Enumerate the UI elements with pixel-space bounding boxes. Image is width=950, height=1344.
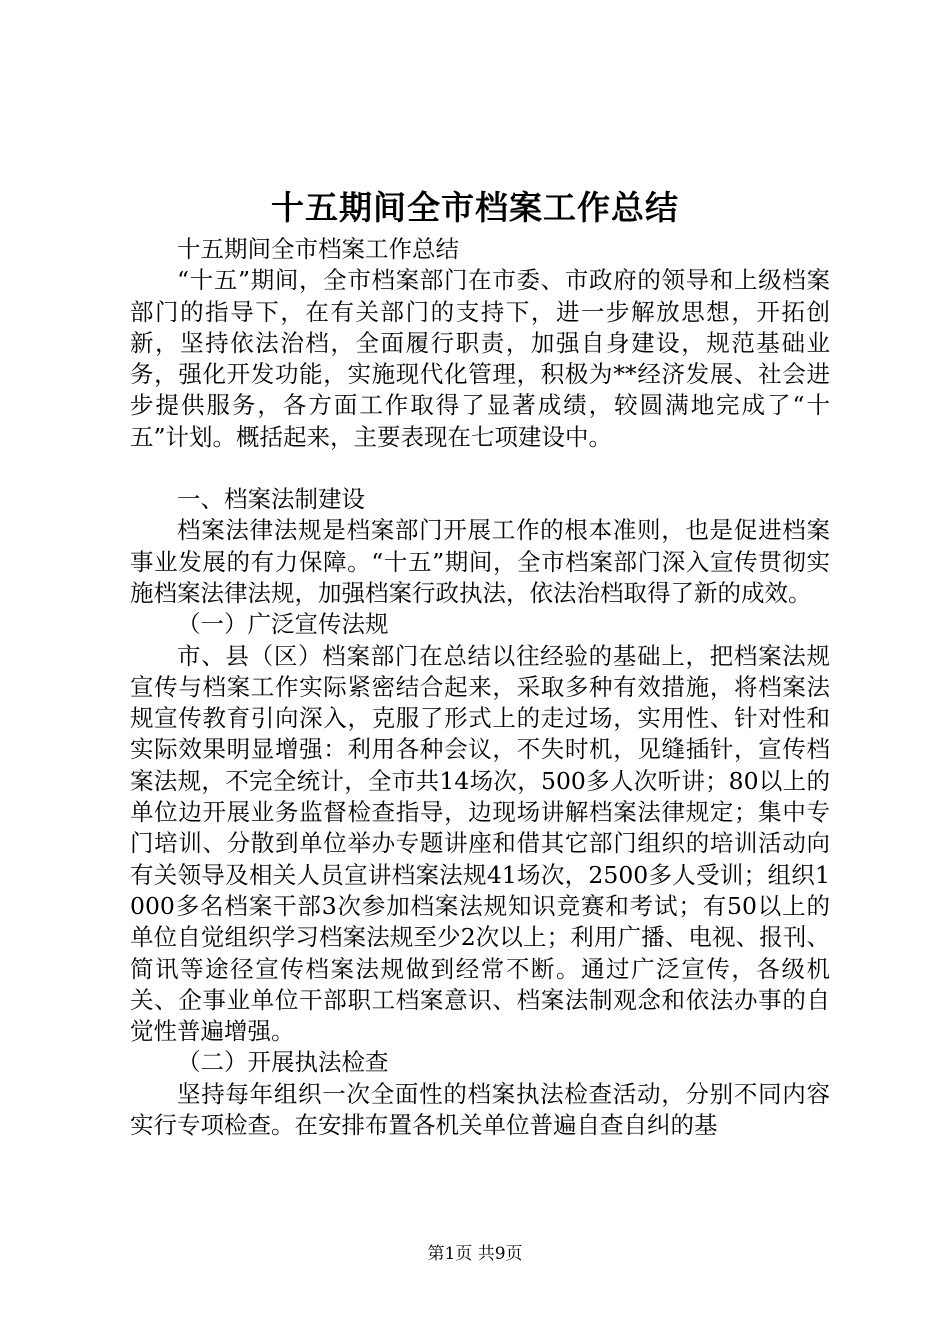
section-intro-paragraph: 档案法律法规是档案部门开展工作的根本准则，也是促进档案事业发展的有力保障。“十五”期间，全市档案部门深入宣传贯彻实施档案法律法规，加强档案行政执法，依法治档取得了新的成效。 bbox=[130, 516, 830, 607]
document-body bbox=[130, 234, 830, 1141]
subsection-paragraph: 市、县（区）档案部门在总结以往经验的基础上，把档案法规宣传与档案工作实际紧密结合起来，采取多种有效措施，将档案法规宣传教育引向深入，克服了形式上的走过场，实用性、针对性和实际效果明显增强：利用各种会议，不失时机，见缝插针，宣传档案法规，不完全统计，全市共14场次，500多人次听讲；80以上的单位边开展业务监督检查指导，边现场讲解档案法律规定；集中专门培训、分散到单位举办专题讲座和借其它部门组织的培训活动向有关领导及相关人员宣讲档案法规41场次，2500多人受训；组织1000多名档案干部3次参加档案法规知识竞赛和考试；有50以上的单位自觉组织学习档案法规至少2次以上；利用广播、电视、报刊、简讯等途径宣传档案法规做到经常不断。通过广泛宣传，各级机关、企事业单位干部职工档案意识、档案法制观念和依法办事的自觉性普遍增强。 bbox=[130, 641, 830, 1046]
document-title: 十五期间全市档案工作总结 bbox=[271, 188, 679, 227]
subsection-heading: （二）开展执法检查 bbox=[177, 1048, 389, 1077]
subsection-heading: （一）广泛宣传法规 bbox=[177, 610, 389, 639]
subsection-paragraph: 坚持每年组织一次全面性的档案执法检查活动，分别不同内容实行专项检查。在安排布置各机关单位普遍自查自纠的基 bbox=[130, 1079, 830, 1140]
subtitle-paragraph: 十五期间全市档案工作总结 bbox=[177, 235, 459, 263]
section-heading: 一、档案法制建设 bbox=[177, 485, 365, 514]
intro-paragraph: “十五”期间，全市档案部门在市委、市政府的领导和上级档案部门的指导下，在有关部门的支持下，进一步解放思想，开拓创新，坚持依法治档，全面履行职责，加强自身建设，规范基础业务，强化开发功能，实施现代化管理，积极为**经济发展、社会进步提供服务，各方面工作取得了显著成绩，较圆满地完成了“十五”计划。概括起来，主要表现在七项建设中。 bbox=[130, 266, 830, 451]
page-footer: 第1页 共9页 bbox=[427, 1244, 523, 1264]
